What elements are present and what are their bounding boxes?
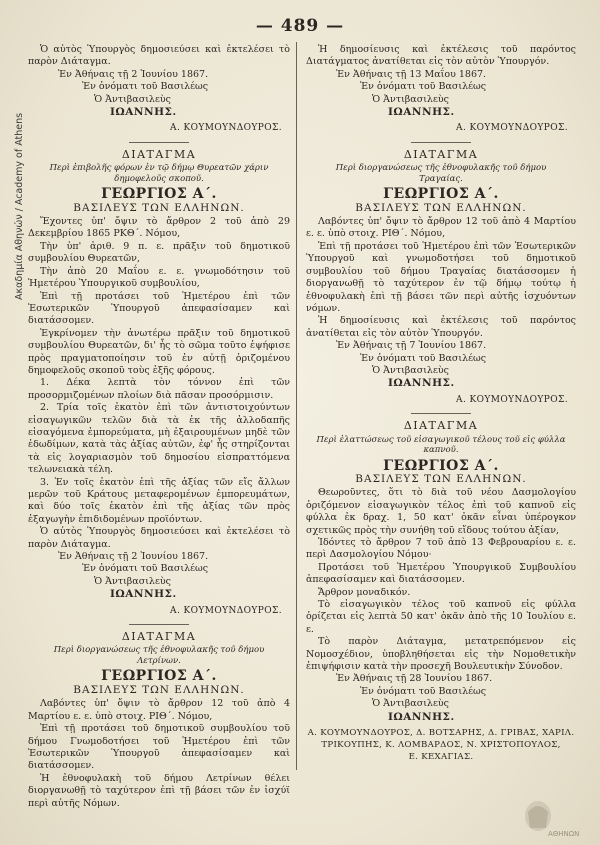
paragraph: Ὁ αὐτὸς Ὑπουργὸς δημοσιεύσει καὶ ἐκτελέσει τὸ παρὸν Διάταγμα.	[28, 526, 290, 550]
minister-signature: Α. ΚΟΥΜΟΥΝΔΟΥΡΟΣ.	[170, 605, 282, 616]
decree-subtitle: Περὶ ἐπιβολῆς φόρων ἐν τῷ δήμῳ Θυρεατῶν χάριν δημοφελοῦς σκοποῦ.	[49, 163, 269, 184]
paragraph: Θεωροῦντες, ὅτι τὸ διὰ τοῦ νέου Δασμολογίου ὁριζόμενον εἰσαγωγικὸν τέλος ἐπὶ τοῦ καπνοῦ εἰς φύλλα ἐκ δραχ. 1, 50 κατ' ὀκᾶν εἶναι ὑπέρογκον σχετικῶς πρὸς τὴν συνήθη τοῦ εἴδους τούτου ἀξίαν,	[306, 487, 576, 536]
signers-line: Ε. ΚΕΧΑΓΙΑΣ.	[408, 752, 474, 763]
paragraph: Προτάσει τοῦ Ἡμετέρου Ὑπουργικοῦ Συμβουλίου ἀπεφασίσαμεν καὶ διατάσσομεν.	[306, 561, 576, 586]
decree-date: Ἐν Ἀθήναις τῇ 7 Ἰουνίου 1867.	[336, 340, 487, 352]
paragraph: 2. Τρία τοῖς ἑκατὸν ἐπὶ τῶν ἀντιστοιχούντων εἰσαγωγικῶν τελῶν διὰ τὰ ἐκ τῆς ἀλλοδαπῆς εἰσαγόμενα ἐμπορεύματα, μὴ ἐξαιρουμένων μηδὲ τῶν ἐδωδίμων, κατὰ τὰς ἀξίας αὐτῶν, ἐφ' ἧς στηρίζονται τὰ εἰς λογαριασμὸν τοῦ δημοσίου εἰσπραττόμενα τελωνειακὰ τέλη.	[28, 402, 290, 476]
king-signature: ΙΩΑΝΝΗΣ.	[110, 588, 177, 601]
paragraph: Ἐπὶ τῇ προτάσει τοῦ δημοτικοῦ συμβουλίου τοῦ δήμου Γνωμοδοτήσει τοῦ Ἡμετέρου ἐπὶ τῶν Ἐσωτερικῶν Ὑπουργοῦ ἀπεφασίσαμεν καὶ διατάσσομεν.	[28, 723, 290, 772]
king-signature: ΙΩΑΝΝΗΣ.	[110, 106, 177, 119]
decree-title: ΔΙΑΤΑΓΜΑ	[121, 630, 197, 644]
signers-line: Α. ΚΟΥΜΟΥΝΔΟΥΡΟΣ, Δ. ΒΟΤΣΑΡΗΣ, Δ. ΓΡΙΒΑΣ, ΧΑΡΙΛ.	[307, 728, 575, 739]
decree-date: Ἐν Ἀθήναις τῇ 2 Ἰουνίου 1867.	[58, 68, 209, 80]
right-column	[306, 44, 576, 763]
minister-signature: Α. ΚΟΥΜΟΥΝΔΟΥΡΟΣ.	[456, 394, 568, 405]
paragraph: Λαβόντες ὑπ' ὄψιν τὸ ἄρθρον 12 τοῦ ἀπὸ 4 Μαρτίου ε. ε. ὑπὸ στοιχ. ΡΙΘ΄. Νόμου,	[306, 216, 576, 240]
paragraph: Ἐπὶ τῇ προτάσει τοῦ Ἡμετέρου ἐπὶ τῶν Ἐσωτερικῶν Ὑπουργοῦ καὶ γνωμοδοτήσει τοῦ δημοτικοῦ συμβουλίου τοῦ δήμου Τραγαίας διατάσσομεν ἡ διοργανωθῇ τὸ ταχύτερον ἐν τῷ δήμῳ τούτῳ ἡ ἐθνοφυλακὴ ἐπὶ τῇ βάσει τῶν περὶ αὐτῆς ἰσχυόντων νόμων.	[306, 240, 576, 314]
signers-line: ΤΡΙΚΟΥΠΗΣ, Κ. ΛΟΜΒΑΡΔΟΣ, Ν. ΧΡΙΣΤΟΠΟΥΛΟΣ,	[321, 740, 561, 751]
regent-line: Ὁ Ἀντιβασιλεὺς	[94, 575, 171, 587]
side-watermark-text: Ακαδημία Αθηνών / Academy of Athens	[14, 112, 25, 300]
logo-text: ΑΘΗΝΩΝ	[548, 830, 580, 838]
ministers-signatures	[306, 727, 576, 763]
paragraph: Τὸ παρὸν Διάταγμα, μετατρεπόμενον εἰς Νομοσχέδιον, ὑποβληθήσεται εἰς τὴν Νομοθετικὴν ἐπιψήφισιν κατὰ τὴν προσεχῆ Βουλευτικὴν Σύνοδον.	[306, 636, 576, 673]
section-rule	[411, 142, 471, 143]
king-title: ΒΑΣΙΛΕΥΣ ΤΩΝ ΕΛΛΗΝΩΝ.	[355, 201, 527, 214]
section-rule	[129, 624, 189, 625]
page-number: — 489 —	[255, 16, 345, 36]
decree-subtitle: Περὶ διοργανώσεως τῆς ἐθνοφυλακῆς τοῦ δήμου Τραγαίας.	[335, 163, 547, 184]
king-title: ΒΑΣΙΛΕΥΣ ΤΩΝ ΕΛΛΗΝΩΝ.	[73, 683, 245, 696]
paragraph: Ἐπὶ τῇ προτάσει τοῦ Ἡμετέρου ἐπὶ τῶν Ἐσωτερικῶν Ὑπουργοῦ ἀπεφασίσαμεν καὶ διατάσσομεν.	[28, 290, 290, 327]
king-heading: ΓΕΩΡΓΙΟΣ Α΄.	[383, 457, 499, 474]
king-title: ΒΑΣΙΛΕΥΣ ΤΩΝ ΕΛΛΗΝΩΝ.	[73, 201, 245, 214]
minister-signature: Α. ΚΟΥΜΟΥΝΔΟΥΡΟΣ.	[456, 123, 568, 134]
paragraph: Λαβόντες ὑπ' ὄψιν τὸ ἄρθρον 12 τοῦ ἀπὸ 4 Μαρτίου ε. ε. ὑπὸ στοιχ. ΡΙΘ΄. Νόμου,	[28, 698, 290, 722]
signature-line: Ἐν ὀνόματι τοῦ Βασιλέως	[82, 81, 209, 93]
paragraph: Ἡ δημοσίευσις καὶ ἐκτέλεσις τοῦ παρόντος ἀνατίθεται εἰς τὸν αὐτὸν Ὑπουργόν.	[306, 315, 576, 339]
regent-line: Ὁ Ἀντιβασιλεὺς	[372, 364, 449, 376]
decree-title: ΔΙΑΤΑΓΜΑ	[403, 147, 479, 161]
king-heading: ΓΕΩΡΓΙΟΣ Α΄.	[101, 668, 217, 685]
king-signature: ΙΩΑΝΝΗΣ.	[388, 106, 455, 119]
paragraph: Ἔχοντες ὑπ' ὄψιν τὸ ἄρθρον 2 τοῦ ἀπὸ 29 Δεκεμβρίου 1865 ΡΚΘ΄. Νόμου,	[28, 216, 290, 240]
regent-line: Ὁ Ἀντιβασιλεὺς	[94, 93, 171, 105]
paragraph: Ὁ αὐτὸς Ὑπουργὸς δημοσιεύσει καὶ ἐκτελέσει τὸ παρὸν Διάταγμα.	[28, 44, 290, 68]
decree-date: Ἐν Ἀθήναις τῇ 2 Ἰουνίου 1867.	[58, 551, 209, 563]
article-heading: Ἄρθρον μοναδικόν.	[318, 586, 411, 598]
king-heading: ΓΕΩΡΓΙΟΣ Α΄.	[101, 186, 217, 203]
signature-line: Ἐν ὀνόματι τοῦ Βασιλέως	[360, 81, 487, 93]
decree-subtitle: Περὶ ἐλαττώσεως τοῦ εἰσαγωγικοῦ τέλους τοῦ εἰς φύλλα καπνοῦ.	[316, 434, 566, 456]
minister-signature: Α. ΚΟΥΜΟΥΝΔΟΥΡΟΣ.	[170, 123, 282, 134]
king-signature: ΙΩΑΝΝΗΣ.	[388, 377, 455, 390]
decree-date: Ἐν Ἀθήναις τῇ 13 Μαΐου 1867.	[336, 68, 487, 80]
signature-line: Ἐν ὀνόματι τοῦ Βασιλέως	[360, 685, 487, 697]
paragraph: 1. Δέκα λεπτὰ τὸν τόννον ἐπὶ τῶν προσορμιζομένων πλοίων διὰ πᾶσαν προσόρμισιν.	[28, 377, 290, 401]
king-signature: ΙΩΑΝΝΗΣ.	[388, 710, 455, 723]
signature-line: Ἐν ὀνόματι τοῦ Βασιλέως	[82, 563, 209, 575]
side-watermark	[14, 40, 28, 300]
section-rule	[411, 413, 471, 414]
academy-logo-icon	[518, 798, 582, 840]
paragraph: Τὸ εἰσαγωγικὸν τέλος τοῦ καπνοῦ εἰς φύλλα ὁρίζεται εἰς λεπτὰ 50 κατ' ὀκᾶν ἀπὸ τῆς 10 Ἰουλίου ε. ε.	[306, 599, 576, 635]
decree-subtitle: Περὶ διοργανώσεως τῆς ἐθνοφυλακῆς τοῦ δήμου Λετρίνων.	[53, 645, 265, 666]
column-divider	[296, 42, 297, 770]
decree-date: Ἐν Ἀθήναις τῇ 28 Ἰουνίου 1867.	[336, 673, 493, 685]
paragraph: Τὴν ὑπ' ἀριθ. 9 π. ε. πρᾶξιν τοῦ δημοτικοῦ συμβουλίου Θυρεατῶν,	[28, 240, 290, 265]
paragraph: Τὴν ἀπὸ 20 Μαΐου ε. ε. γνωμοδότησιν τοῦ Ἡμετέρου Ὑπουργικοῦ συμβουλίου,	[28, 265, 290, 290]
regent-line: Ὁ Ἀντιβασιλεὺς	[372, 698, 449, 710]
paragraph: Ἐγκρίνομεν τὴν ἀνωτέρω πρᾶξιν τοῦ δημοτικοῦ συμβουλίου Θυρεατῶν, δι' ἧς τὸ σῶμα τοῦτο ἐψήφισε πρὸς πραγματοποίησιν τοῦ ἐν αὐτῇ ὁριζομένου δημοφελοῦς σκοποῦ τοὺς ἑξῆς φόρους.	[28, 327, 290, 376]
left-column	[28, 44, 290, 810]
signature-line: Ἐν ὀνόματι τοῦ Βασιλέως	[360, 352, 487, 364]
section-rule	[129, 142, 189, 143]
paragraph: Ἡ ἐθνοφυλακὴ τοῦ δήμου Λετρίνων θέλει διοργανωθῇ τὸ ταχύτερον ἐπὶ τῇ βάσει τῶν ἐν ἰσχύϊ περὶ αὐτῆς Νόμων.	[28, 772, 290, 809]
paragraph: Ἰδόντες τὸ ἄρθρον 7 τοῦ ἀπὸ 13 Φεβρουαρίου ε. ε. περὶ Δασμολογίου Νόμου·	[306, 537, 576, 561]
regent-line: Ὁ Ἀντιβασιλεὺς	[372, 93, 449, 105]
decree-title: ΔΙΑΤΑΓΜΑ	[121, 147, 197, 161]
decree-title: ΔΙΑΤΑΓΜΑ	[403, 419, 479, 433]
king-title: ΒΑΣΙΛΕΥΣ ΤΩΝ ΕΛΛΗΝΩΝ.	[355, 472, 527, 485]
paragraph: 3. Ἐν τοῖς ἑκατὸν ἐπὶ τῆς ἀξίας τῶν εἴς ἄλλων μερῶν τοῦ Κράτους μεταφερομένων ἐμπορευμάτων, καὶ δύο τοῖς ἑκατὸν ἐπὶ τῆς ἀξίας τῶν πρὸς ἐξαγωγὴν ἐπιδιδομένων προϊόντων.	[28, 476, 290, 525]
paragraph: Ἡ δημοσίευσις καὶ ἐκτέλεσις τοῦ παρόντος Διατάγματος ἀνατίθεται εἰς τὸν αὐτὸν Ὑπουργόν.	[306, 44, 576, 68]
king-heading: ΓΕΩΡΓΙΟΣ Α΄.	[383, 186, 499, 203]
